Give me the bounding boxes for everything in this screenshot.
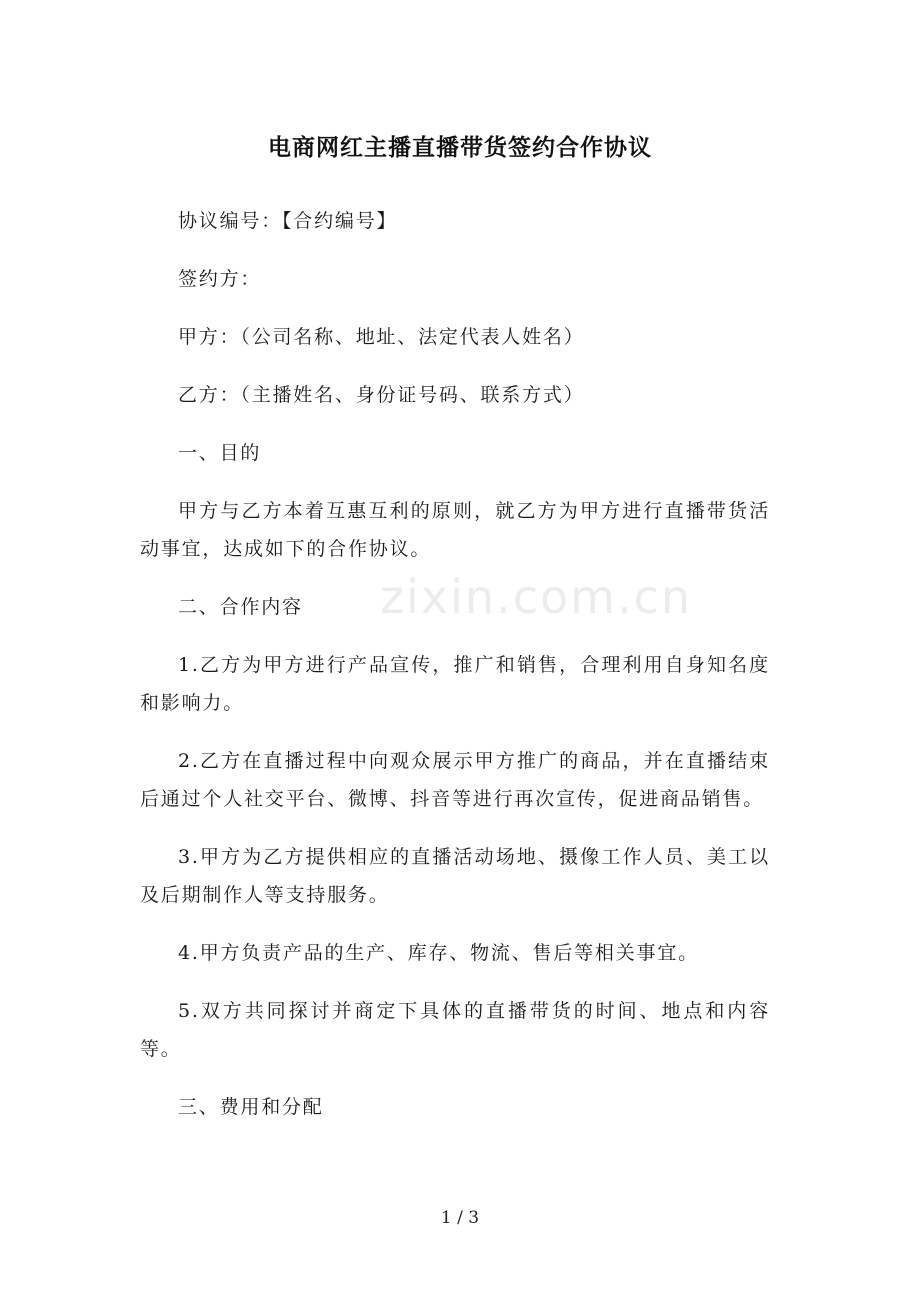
clause-2: 2.乙方在直播过程中向观众展示甲方推广的商品，并在直播结束后通过个人社交平台、微博、抖音等进行再次宣传，促进商品销售。 [140,750,770,810]
signing-parties-label: 签约方： [178,268,262,290]
agreement-number: 协议编号：【合约编号】 [178,210,398,232]
clause-3: 3.甲方为乙方提供相应的直播活动场地、摄像工作人员、美工以及后期制作人等支持服务。 [140,846,770,906]
section-heading-purpose: 一、目的 [178,442,262,464]
paragraph-purpose: 甲方与乙方本着互惠互利的原则，就乙方为甲方进行直播带货活动事宜，达成如下的合作协议。 [140,500,770,560]
section-heading-cooperation: 二、合作内容 [178,596,303,618]
party-a: 甲方：（公司名称、地址、法定代表人姓名） [178,326,585,348]
clause-4: 4.甲方负责产品的生产、库存、物流、售后等相关事宜。 [178,942,699,964]
page-number: 1 / 3 [440,1208,480,1228]
party-b: 乙方：（主播姓名、身份证号码、联系方式） [178,384,585,406]
document-title: 电商网红主播直播带货签约合作协议 [268,135,652,161]
section-heading-fees: 三、费用和分配 [178,1096,324,1118]
clause-5: 5.双方共同探讨并商定下具体的直播带货的时间、地点和内容等。 [140,1000,770,1060]
clause-1: 1.乙方为甲方进行产品宣传，推广和销售，合理利用自身知名度和影响力。 [140,654,770,714]
document-body [140,202,770,1146]
watermark: zixin.com.cn [380,570,693,624]
